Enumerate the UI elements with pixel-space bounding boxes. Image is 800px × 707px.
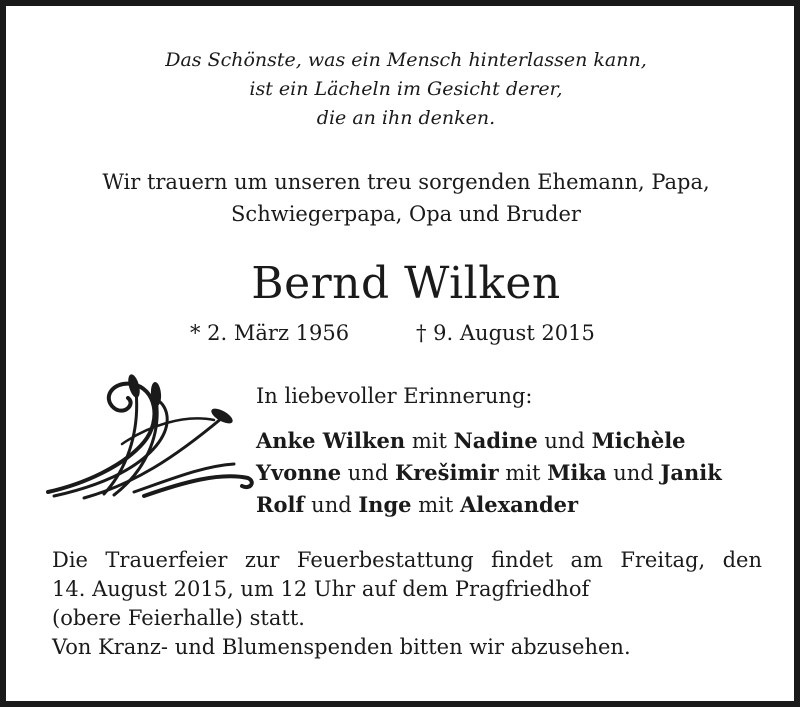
quote-line: die an ihn denken. — [316, 107, 496, 129]
family-member: Rolf — [256, 492, 305, 517]
family-member: Michèle — [591, 428, 686, 453]
family-member: Mika — [547, 460, 607, 485]
family-member: Alexander — [459, 492, 579, 517]
family-member: Inge — [358, 492, 412, 517]
deceased-name: Bernd Wilken — [251, 258, 561, 309]
family-member: Yvonne — [256, 460, 342, 485]
connector: mit — [411, 429, 447, 453]
death-date: † 9. August 2015 — [416, 321, 595, 345]
service-line: 14. August 2015, um 12 Uhr auf dem Pragfriedhof — [52, 577, 590, 601]
mourning-intro — [6, 166, 800, 230]
family-line-1 — [256, 425, 786, 457]
funeral-service-notice — [52, 546, 762, 662]
connector: und — [347, 461, 389, 485]
family-block — [256, 381, 786, 521]
connector: und — [544, 429, 585, 453]
birth-date: * 2. März 1956 — [190, 321, 350, 345]
connector: mit — [418, 493, 454, 517]
intro-line: Wir trauern um unseren treu sorgenden Ehemann, Papa, — [102, 170, 710, 194]
family-member: Nadine — [453, 428, 538, 453]
service-line: Die Trauerfeier zur Feuerbestattung findet am Freitag, den — [52, 548, 762, 572]
quote — [6, 46, 800, 133]
quote-line: ist ein Lächeln im Gesicht derer, — [249, 78, 563, 100]
connector: und — [613, 461, 654, 485]
intro-line: Schwiegerpapa, Opa und Bruder — [231, 202, 581, 226]
family-line-3 — [256, 489, 786, 521]
connector: mit — [505, 461, 541, 485]
reed-grass-ornament-icon — [44, 374, 254, 506]
quote-line: Das Schönste, was ein Mensch hinterlassen kann, — [165, 49, 647, 71]
service-line: (obere Feierhalle) statt. — [52, 606, 305, 630]
family-line-2 — [256, 457, 786, 489]
remembrance-heading: In liebevoller Erinnerung: — [256, 384, 533, 408]
connector: und — [311, 493, 352, 517]
family-member: Janik — [660, 460, 722, 485]
family-member: Krešimir — [394, 460, 499, 485]
service-line: Von Kranz- und Blumenspenden bitten wir abzusehen. — [52, 635, 631, 659]
family-member: Anke Wilken — [256, 428, 406, 453]
